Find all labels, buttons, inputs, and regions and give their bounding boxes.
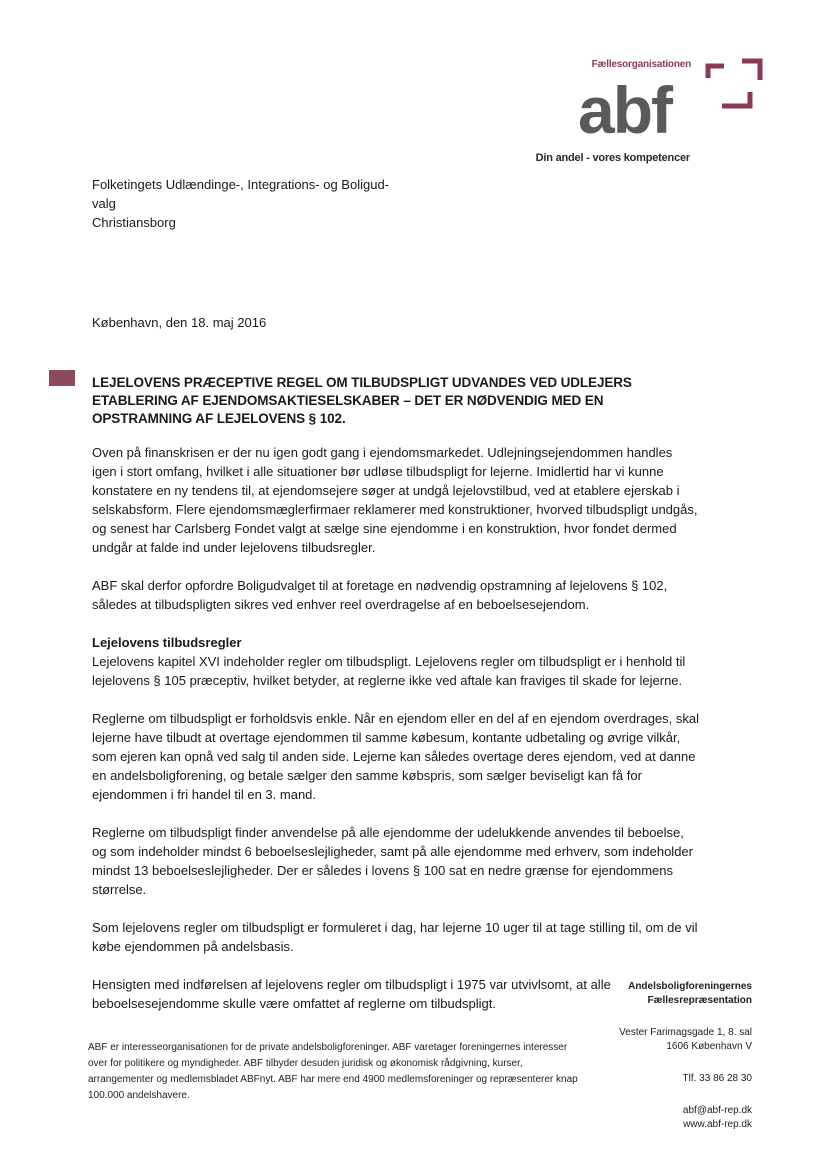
paragraph: Hensigten med indførelsen af lejelovens regler om tilbudspligt i 1975 var utvivlsomt, at alle beboelsesejendomme skulle være omfattet af reglerne om tilbudspligt. [92, 977, 611, 1011]
footer-phone: Tlf. 33 86 28 30 [682, 1073, 752, 1084]
paragraph: Som lejelovens regler om tilbudspligt er formuleret i dag, har lejerne 10 uger til at tage stilling til, om de vil købe ejendommen på andelsbasis. [92, 920, 698, 954]
abf-logo-bracket-icon [700, 58, 764, 110]
letter-title: LEJELOVENS PRÆCEPTIVE REGEL OM TILBUDSPLIGT UDVANDES VED UDLEJERS ETABLERING AF EJENDOMSAKTIESELSKABER – DET ER NØDVENDIG MED EN OPSTRAMNING AF LEJELOVENS § 102. [92, 375, 632, 426]
recipient-line: valg [92, 196, 116, 211]
title-marker [49, 370, 75, 386]
footer-address: Vester Farimagsgade 1, 8. sal [619, 1027, 752, 1038]
letter-body [92, 443, 700, 1032]
recipient-line: Folketingets Udlændinge-, Integrations- og Boligud- [92, 177, 390, 192]
footer-org-name: Fællesrepræsentation [647, 995, 752, 1006]
footer-address: 1606 København V [666, 1041, 752, 1052]
footer-website[interactable]: www.abf-rep.dk [683, 1119, 752, 1130]
logo-tagline: Fællesorganisationen [591, 59, 691, 70]
paragraph: Reglerne om tilbudspligt er forholdsvis enkle. Når en ejendom eller en del af en ejendom overdrages, skal lejerne have tilbudt at overtage ejendommen til samme købesum, kontante udbetaling og øvrige vilkår, som ejeren kan opnå ved salg til anden side. Lejerne kan således overtage deres ejendom, ved at danne en andelsboligforening, og betale sælger den samme købspris, som sælger beviseligt kan få for ejendommen i fri handel til en 3. mand. [92, 711, 700, 802]
paragraph: Oven på finanskrisen er der nu igen godt gang i ejendomsmarkedet. Udlejningsejendommen handles igen i stort omfang, hvilket i alle situationer bør udløse tilbudspligt for lejerne. Imidlertid har vi kunne konstatere en ny tendens til, at ejendomsejere søger at undgå lejelovstilbud, ved at etablere ejerskab i selskabsform. Flere ejendomsmæglerfirmaer reklamerer med konstruktioner, hvorved tilbudspligt undgås, og senest har Carlsberg Fondet valgt at sælge sine ejendomme i en konstruktion, hvor fondet dermed undgår at falde ind under lejelovens tilbudsregler. [92, 445, 698, 555]
footer-about: ABF er interesseorganisationen for de private andelsboligforeninger. ABF varetager foreningernes interesser over for politikere og myndigheder. ABF tilbyder desuden juridisk og økonomisk rådgivning, kurser, arrangementer og medlemsbladet ABFnyt. ABF har mere end 4900 medlemsforeninger og repræsenterer knap 100.000 andelshavere. [88, 1042, 578, 1101]
letter-date: København, den 18. maj 2016 [92, 315, 267, 330]
section-heading: Lejelovens tilbudsregler [92, 635, 242, 650]
footer-contact [570, 980, 752, 1132]
recipient-line: Christiansborg [92, 215, 176, 230]
footer-org-name: Andelsboligforeningernes [628, 981, 752, 992]
paragraph: Lejelovens kapitel XVI indeholder regler om tilbudspligt. Lejelovens regler om tilbudspligt er i henhold til lejelovens § 105 præceptiv, hvilket betyder, at reglerne ikke ved aftale kan fraviges til skade for lejerne. [92, 654, 686, 688]
paragraph: Reglerne om tilbudspligt finder anvendelse på alle ejendomme der udelukkende anvendes til beboelse, og som indeholder mindst 6 beboelseslejligheder, samt på alle ejendomme med erhverv, som indeholder mindst 13 beboelseslejligheder. Der er således i lovens § 100 sat en nedre grænse for ejendommens størrelse. [92, 825, 693, 897]
logo-slogan: Din andel - vores kompetencer [535, 152, 690, 164]
recipient-address [92, 175, 402, 232]
paragraph: ABF skal derfor opfordre Boligudvalget til at foretage en nødvendig opstramning af lejelovens § 102, således at tilbudspligten sikres ved enhver reel overdragelse af en beboelsesejendom. [92, 578, 668, 612]
abf-logo: abf [578, 73, 671, 147]
footer-email[interactable]: abf@abf-rep.dk [682, 1105, 752, 1116]
